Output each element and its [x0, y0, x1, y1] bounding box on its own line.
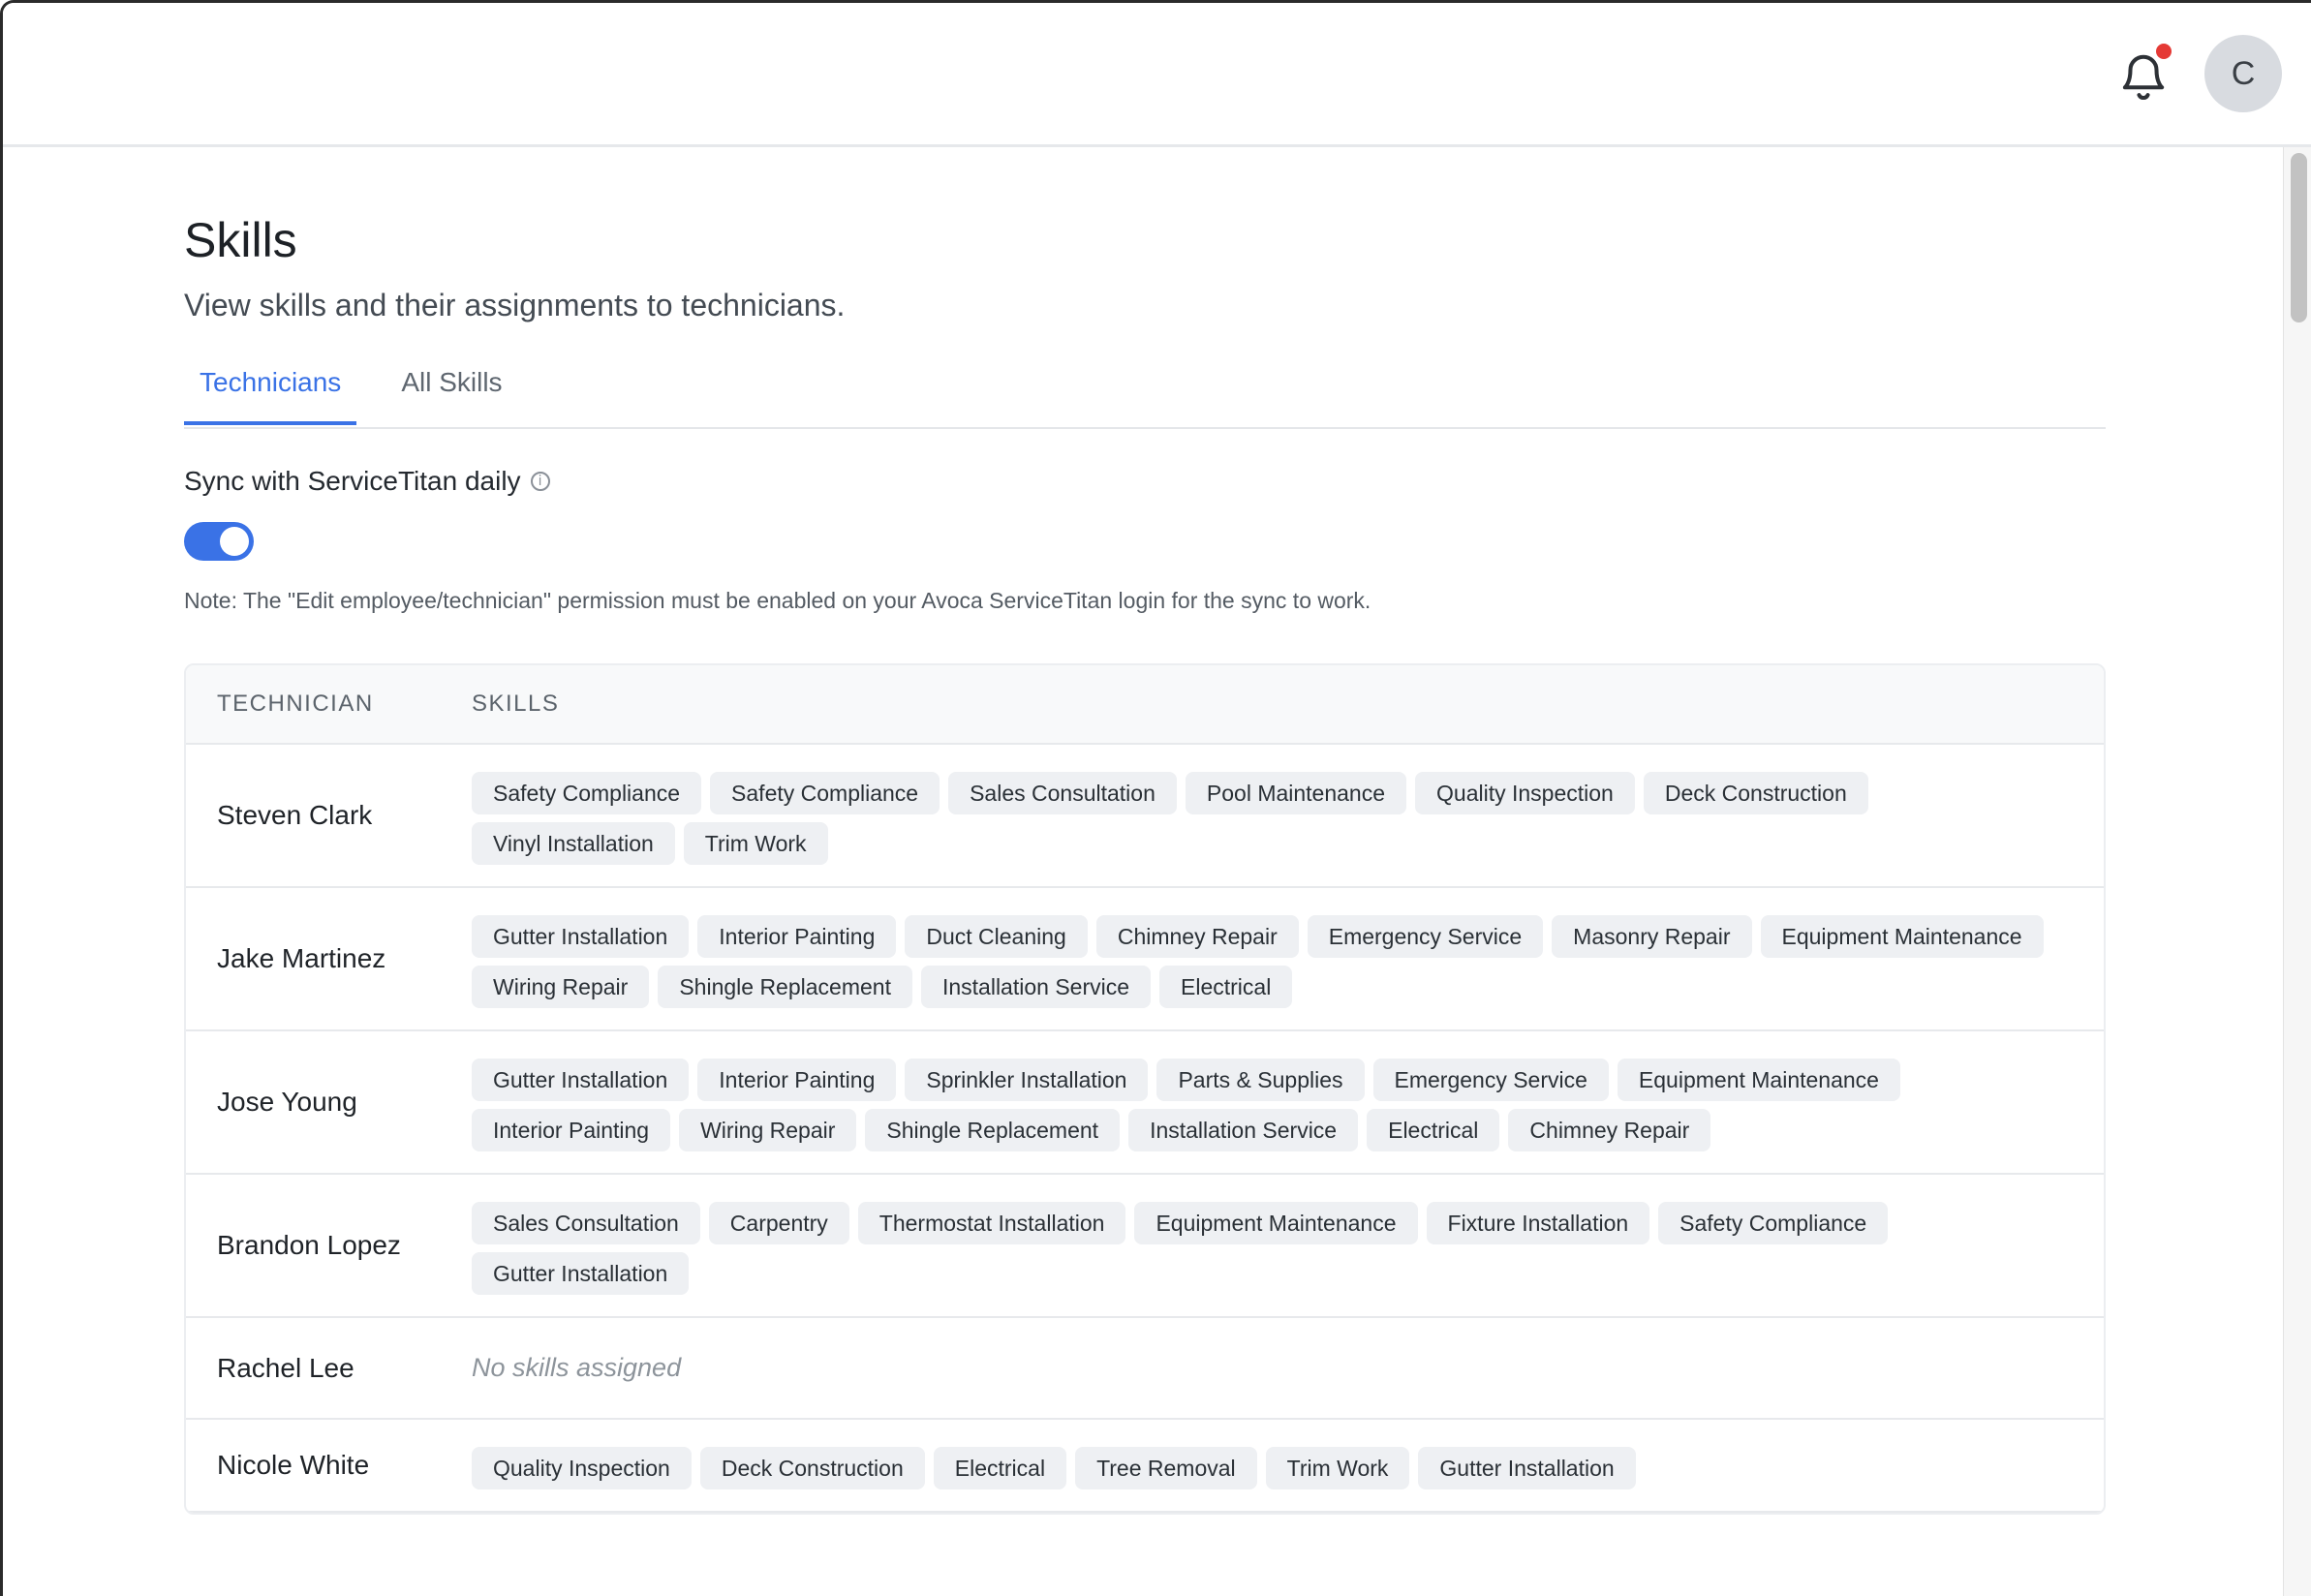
- skill-chip: Interior Painting: [472, 1109, 670, 1151]
- skill-chip: Electrical: [1159, 966, 1292, 1008]
- skill-chip: Interior Painting: [697, 1059, 896, 1101]
- table-row: [186, 1175, 2104, 1318]
- table-row: [186, 1318, 2104, 1420]
- skill-chip: Installation Service: [1128, 1109, 1358, 1151]
- table-body: [186, 745, 2104, 1513]
- technician-name: Rachel Lee: [217, 1352, 354, 1383]
- scrollbar-track[interactable]: [2283, 147, 2311, 1596]
- no-skills-text: No skills assigned: [472, 1353, 682, 1382]
- main-content: [184, 206, 2106, 1515]
- avatar[interactable]: C: [2204, 35, 2282, 112]
- skill-chip: Trim Work: [684, 822, 828, 865]
- skill-chip: Thermostat Installation: [858, 1202, 1126, 1244]
- sync-toggle[interactable]: [184, 522, 254, 561]
- skill-chip: Safety Compliance: [1658, 1202, 1888, 1244]
- skill-chip: Masonry Repair: [1552, 915, 1751, 958]
- skill-chip: Sprinkler Installation: [905, 1059, 1148, 1101]
- technician-name: Steven Clark: [217, 800, 373, 830]
- info-icon[interactable]: i: [531, 472, 550, 491]
- skill-chip: Installation Service: [921, 966, 1151, 1008]
- page-title: Skills: [184, 213, 297, 267]
- skill-chip: Equipment Maintenance: [1618, 1059, 1900, 1101]
- skill-chip: Parts & Supplies: [1156, 1059, 1364, 1101]
- sync-setting: [184, 462, 2106, 501]
- skill-chip: Chimney Repair: [1508, 1109, 1710, 1151]
- table-row: [186, 745, 2104, 888]
- skill-chip: Quality Inspection: [472, 1447, 692, 1489]
- skill-chip: Deck Construction: [700, 1447, 925, 1489]
- skill-chip: Vinyl Installation: [472, 822, 675, 865]
- skill-chip: Safety Compliance: [472, 772, 701, 814]
- skill-chip: Sales Consultation: [472, 1202, 700, 1244]
- top-bar: [3, 3, 2311, 147]
- skill-chip: Interior Painting: [697, 915, 896, 958]
- technician-name: Brandon Lopez: [217, 1230, 401, 1260]
- skill-chip: Equipment Maintenance: [1761, 915, 2044, 958]
- skill-chip: Emergency Service: [1308, 915, 1543, 958]
- skill-chip: Gutter Installation: [472, 915, 689, 958]
- skill-chip: Wiring Repair: [472, 966, 649, 1008]
- table-row: [186, 1420, 2104, 1513]
- skill-chip: Duct Cleaning: [905, 915, 1087, 958]
- skill-chip: Electrical: [934, 1447, 1066, 1489]
- technician-skills-table: [184, 663, 2106, 1515]
- column-header-technician: TECHNICIAN: [217, 691, 374, 717]
- skills-cell: [472, 1175, 2104, 1316]
- technician-name: Nicole White: [217, 1450, 370, 1480]
- skill-chip: Shingle Replacement: [658, 966, 912, 1008]
- skill-chip: Tree Removal: [1075, 1447, 1257, 1489]
- skill-chip: Gutter Installation: [1418, 1447, 1635, 1489]
- table-row: [186, 1031, 2104, 1175]
- skill-chip: Shingle Replacement: [865, 1109, 1120, 1151]
- sync-note: Note: The "Edit employee/technician" permission must be enabled on your Avoca ServiceTitan login for the sync to work.: [184, 588, 1371, 613]
- toggle-knob: [220, 527, 249, 556]
- skill-chip: Equipment Maintenance: [1134, 1202, 1417, 1244]
- notification-dot: [2156, 44, 2172, 59]
- skills-cell: [472, 745, 2104, 886]
- skill-chip: Chimney Repair: [1096, 915, 1299, 958]
- page-subtitle: View skills and their assignments to technicians.: [184, 288, 846, 322]
- table-row: [186, 888, 2104, 1031]
- skills-cell: [472, 888, 2104, 1029]
- table-header: [186, 665, 2104, 745]
- tab-all-skills[interactable]: All Skills: [401, 367, 503, 397]
- skill-chip: Fixture Installation: [1427, 1202, 1650, 1244]
- tab-bar: [184, 353, 2106, 429]
- skill-chip: Trim Work: [1266, 1447, 1410, 1489]
- skill-chip: Gutter Installation: [472, 1252, 689, 1295]
- skill-chip: Carpentry: [709, 1202, 849, 1244]
- tab-technicians[interactable]: Technicians: [184, 353, 356, 425]
- skills-cell: [472, 1318, 2104, 1418]
- technician-name: Jake Martinez: [217, 943, 386, 973]
- skill-chip: Pool Maintenance: [1186, 772, 1406, 814]
- scrollbar-thumb[interactable]: [2291, 153, 2307, 322]
- skills-cell: [472, 1420, 2104, 1511]
- skill-chip: Safety Compliance: [710, 772, 940, 814]
- skill-chip: Quality Inspection: [1415, 772, 1635, 814]
- skill-chip: Electrical: [1367, 1109, 1499, 1151]
- skill-chip: Gutter Installation: [472, 1059, 689, 1101]
- column-header-skills: SKILLS: [472, 691, 560, 717]
- skill-chip: Wiring Repair: [679, 1109, 856, 1151]
- sync-label: Sync with ServiceTitan daily: [184, 466, 521, 496]
- skill-chip: Emergency Service: [1373, 1059, 1609, 1101]
- skill-chip: Sales Consultation: [948, 772, 1177, 814]
- skill-chip: Deck Construction: [1644, 772, 1868, 814]
- skills-cell: [472, 1031, 2104, 1173]
- technician-name: Jose Young: [217, 1087, 357, 1117]
